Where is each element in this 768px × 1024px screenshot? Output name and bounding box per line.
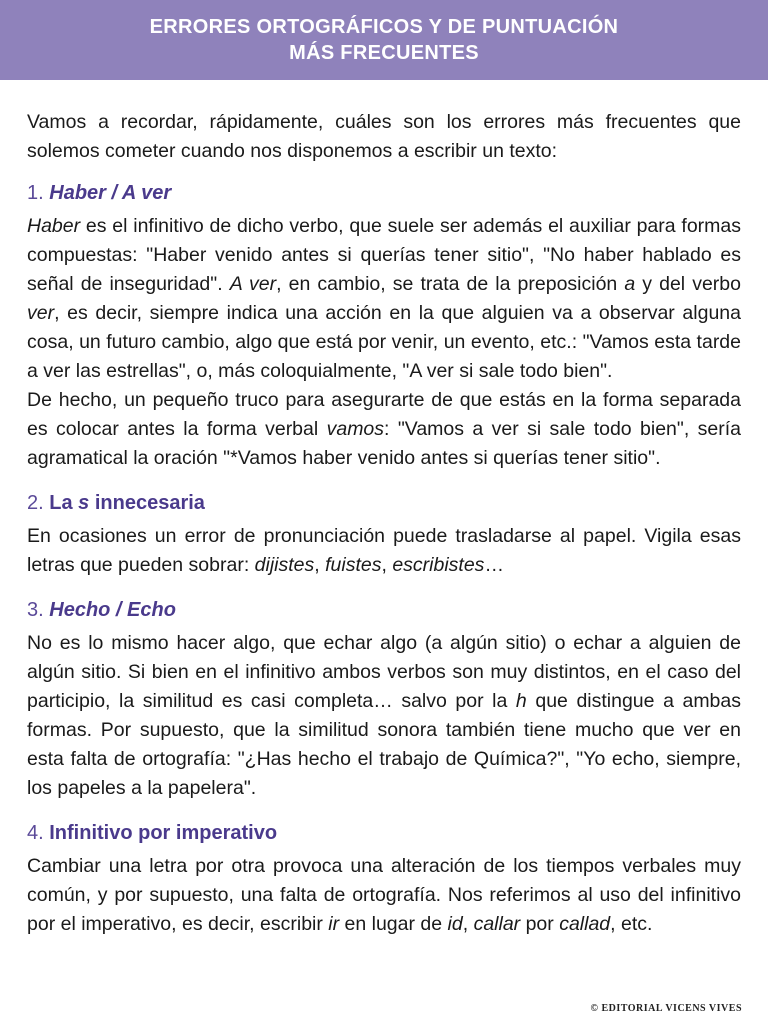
text-run: , es decir, siempre indica una acción en la que alguien va a observar alguna cosa, un futuro cambio, algo que está por venir, un evento, etc.: "Vamos esta tarde a ver las estrellas", o, más coloquialmente, "A ver si sale todo bien".	[27, 302, 741, 382]
header-title-line-2: MÁS FRECUENTES	[289, 42, 479, 64]
section-number: 1.	[27, 182, 44, 204]
section-haber-a-ver	[27, 179, 741, 473]
section-paragraph	[27, 852, 741, 939]
section-paragraph	[27, 212, 741, 386]
italic-term: dijistes	[254, 554, 315, 576]
italic-term: Haber	[27, 215, 81, 237]
text-run: No es lo mismo hacer algo, que echar algo (a algún sitio) o echar a alguien de algún sitio. Si bien en el infinitivo ambos verbos son muy distintos, en el caso del participio, la similitud es casi completa… salvo por la	[27, 632, 741, 712]
text-run: ,	[381, 554, 393, 576]
text-run: …	[484, 554, 504, 576]
italic-term: A ver	[229, 273, 277, 295]
section-title	[27, 819, 741, 848]
document-body	[27, 108, 741, 955]
section-number: 4.	[27, 822, 44, 844]
section-heading: Hecho / Echo	[49, 599, 176, 621]
section-paragraph	[27, 629, 741, 803]
section-title	[27, 179, 741, 208]
section-heading: Infinitivo por imperativo	[49, 822, 278, 844]
text-run: La	[49, 492, 79, 514]
text-run: por	[520, 913, 560, 935]
text-run: Cambiar una letra por otra provoca una alteración de los tiempos verbales muy común, y por supuesto, una falta de ortografía. Nos referimos al uso del infinitivo por el imperativo, es decir, escribir	[27, 855, 741, 935]
text-run: en lugar de	[339, 913, 448, 935]
text-run: ,	[462, 913, 474, 935]
section-title	[27, 596, 741, 625]
italic-term: id	[447, 913, 463, 935]
text-run: es el infinitivo de dicho verbo, que suele ser además el auxiliar para formas compuestas: "Haber venido antes si querías tener sitio", "No haber hablado es señal de inseguridad".	[27, 215, 741, 295]
section-number: 2.	[27, 492, 44, 514]
section-paragraph	[27, 522, 741, 580]
text-run: ,	[314, 554, 326, 576]
italic-term: a	[624, 273, 636, 295]
section-heading: Haber / A ver	[49, 182, 172, 204]
section-s-innecesaria	[27, 489, 741, 580]
italic-term: fuistes	[325, 554, 382, 576]
section-infinitivo-imperativo	[27, 819, 741, 939]
text-run: En ocasiones un error de pronunciación puede trasladarse al papel. Vigila esas letras que pueden sobrar:	[27, 525, 741, 576]
italic-term: h	[515, 690, 527, 712]
text-run: innecesaria	[89, 492, 205, 514]
section-number: 3.	[27, 599, 44, 621]
intro-paragraph: Vamos a recordar, rápidamente, cuáles son los errores más frecuentes que solemos cometer cuando nos disponemos a escribir un texto:	[27, 111, 741, 162]
italic-term: ver	[27, 302, 55, 324]
italic-term: callar	[473, 913, 521, 935]
italic-term: callad	[559, 913, 611, 935]
text-run: y del verbo	[635, 273, 741, 295]
text-run: : "Vamos a ver si sale todo bien", sería agramatical la oración "*Vamos haber venido antes si querías tener sitio".	[27, 418, 741, 469]
text-run: , en cambio, se trata de la preposición	[276, 273, 625, 295]
page-header	[0, 0, 768, 80]
italic-term: s	[78, 492, 90, 514]
section-title	[27, 489, 741, 518]
section-paragraph	[27, 386, 741, 473]
section-heading	[49, 492, 205, 514]
text-run: De hecho, un pequeño truco para asegurarte de que estás en la forma separada es colocar antes la forma verbal	[27, 389, 741, 440]
header-title-line-1: ERRORES ORTOGRÁFICOS Y DE PUNTUACIÓN	[149, 16, 619, 38]
italic-term: vamos	[326, 418, 385, 440]
section-hecho-echo	[27, 596, 741, 803]
text-run: que distingue a ambas formas. Por supuesto, que la similitud sonora también tiene mucho que ver en esta falta de ortografía: "¿Has hecho el trabajo de Química?", "Yo echo, siempre, los papeles a la papelera".	[27, 690, 741, 799]
copyright-footer: © EDITORIAL VICENS VIVES	[590, 1003, 742, 1014]
italic-term: escribistes	[392, 554, 485, 576]
text-run: , etc.	[610, 913, 653, 935]
italic-term: ir	[328, 913, 340, 935]
